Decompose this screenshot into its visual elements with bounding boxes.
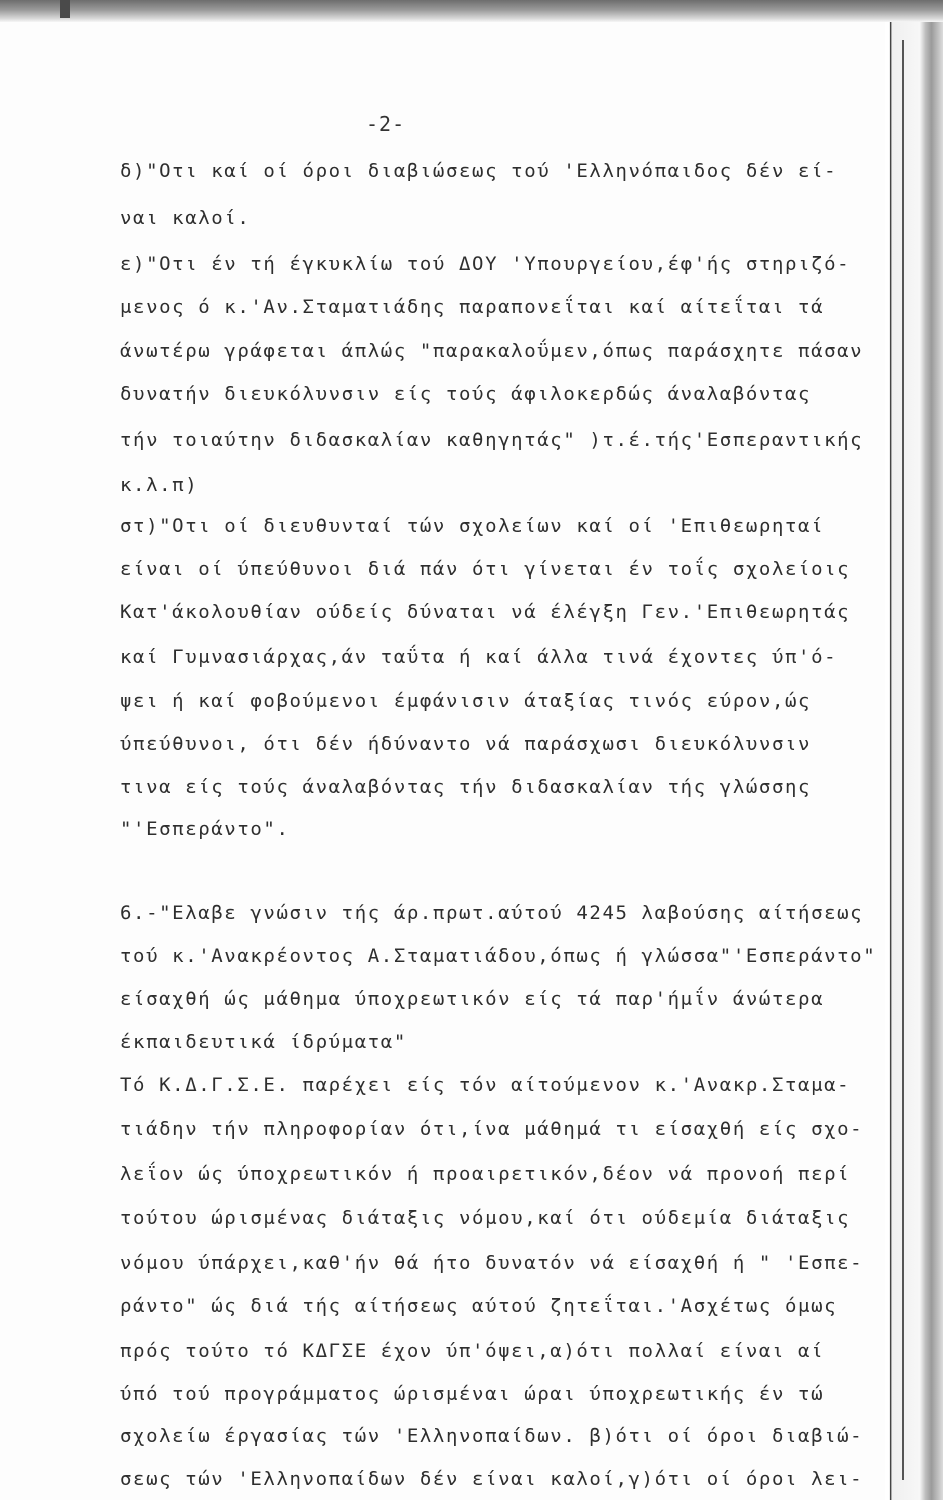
text-line: λεΐον ώς ύποχρεωτικόν ή προαιρετικόν,δέον νά προνοή περί: [120, 1163, 851, 1185]
text-line: δ)"Οτι καί οί όροι διαβιώσεως τού 'Ελληνόπαιδος δέν εί-: [120, 160, 838, 182]
text-line: τινα είς τούς άναλαβόντας τήν διδασκαλίαν τής γλώσσης: [120, 776, 812, 798]
text-line: ράντο" ώς διά τής αίτήσεως αύτού ζητεΐται.'Ασχέτως όμως: [120, 1295, 838, 1317]
text-line: πρός τούτο τό ΚΔΓΣΕ έχον ύπ'όψει,α)ότι πολλαί είναι αί: [120, 1340, 825, 1362]
binding-line: [902, 40, 904, 1480]
text-line: Τό Κ.Δ.Γ.Σ.Ε. παρέχει είς τόν αίτούμενον κ.'Ανακρ.Σταμα-: [120, 1074, 851, 1096]
text-line: τήν τοιαύτην διδασκαλίαν καθηγητάς" )τ.έ.τής'Εσπεραντικής: [120, 429, 864, 451]
text-line: μενος ό κ.'Αν.Σταματιάδης παραπονεΐται καί αίτεΐται τά: [120, 296, 825, 318]
text-line: κ.λ.π): [120, 474, 199, 496]
text-line: 6.-"Ελαβε γνώσιν τής άρ.πρωτ.αύτού 4245 λαβούσης αίτήσεως: [120, 902, 864, 924]
text-line: ε)"Οτι έν τή έγκυκλίω τού ΔΟΥ 'Υπουργείου,έφ'ής στηριζό-: [120, 253, 851, 275]
text-line: νόμου ύπάρχει,καθ'ήν θά ήτο δυνατόν νά είσαχθή ή " 'Εσπε-: [120, 1252, 864, 1274]
text-line: σχολείω έργασίας τών 'Ελληνοπαίδων. β)ότι οί όροι διαβιώ-: [120, 1425, 864, 1447]
scan-right-edge: [885, 22, 943, 1500]
text-line: στ)"Οτι οί διευθυνταί τών σχολείων καί οί 'Επιθεωρηταί: [120, 515, 825, 537]
text-line: ύπεύθυνοι, ότι δέν ήδύναντο νά παράσχωσι διευκόλυνσιν: [120, 733, 812, 755]
text-line: ναι καλοί.: [120, 207, 251, 229]
text-line: καί Γυμνασιάρχας,άν ταΰτα ή καί άλλα τινά έχοντες ύπ'ό-: [120, 646, 838, 668]
text-line: είναι οί ύπεύθυνοι διά πάν ότι γίνεται έν τοΐς σχολείοις: [120, 558, 851, 580]
text-line: "'Εσπεράντο".: [120, 818, 290, 840]
text-line: τιάδην τήν πληροφορίαν ότι,ίνα μάθημά τι είσαχθή είς σχο-: [120, 1118, 864, 1140]
page-number: -2-: [366, 112, 406, 136]
text-line: έκπαιδευτικά ίδρύματα": [120, 1031, 407, 1053]
text-line: Κατ'άκολουθίαν ούδείς δύναται νά έλέγξη Γεν.'Επιθεωρητάς: [120, 601, 851, 623]
text-line: σεως τών 'Ελληνοπαίδων δέν είναι καλοί,γ)ότι οί όροι λει-: [120, 1468, 864, 1490]
scan-notch: [60, 0, 70, 18]
scan-top-edge: [0, 0, 943, 22]
text-line: ψει ή καί φοβούμενοι έμφάνισιν άταξίας τινός εύρον,ώς: [120, 690, 812, 712]
text-line: δυνατήν διευκόλυνσιν είς τούς άφιλοκερδώς άναλαβόντας: [120, 383, 812, 405]
text-line: τούτου ώρισμένας διάταξις νόμου,καί ότι ούδεμία διάταξις: [120, 1207, 851, 1229]
text-line: τού κ.'Ανακρέοντος Α.Σταματιάδου,όπως ή γλώσσα"'Εσπεράντο": [120, 945, 877, 967]
text-line: άνωτέρω γράφεται άπλώς "παρακαλοΰμεν,όπως παράσχητε πάσαν: [120, 340, 864, 362]
text-line: ύπό τού προγράμματος ώρισμέναι ώραι ύποχρεωτικής έν τώ: [120, 1383, 825, 1405]
text-line: είσαχθή ώς μάθημα ύποχρεωτικόν είς τά παρ'ήμΐν άνώτερα: [120, 988, 825, 1010]
